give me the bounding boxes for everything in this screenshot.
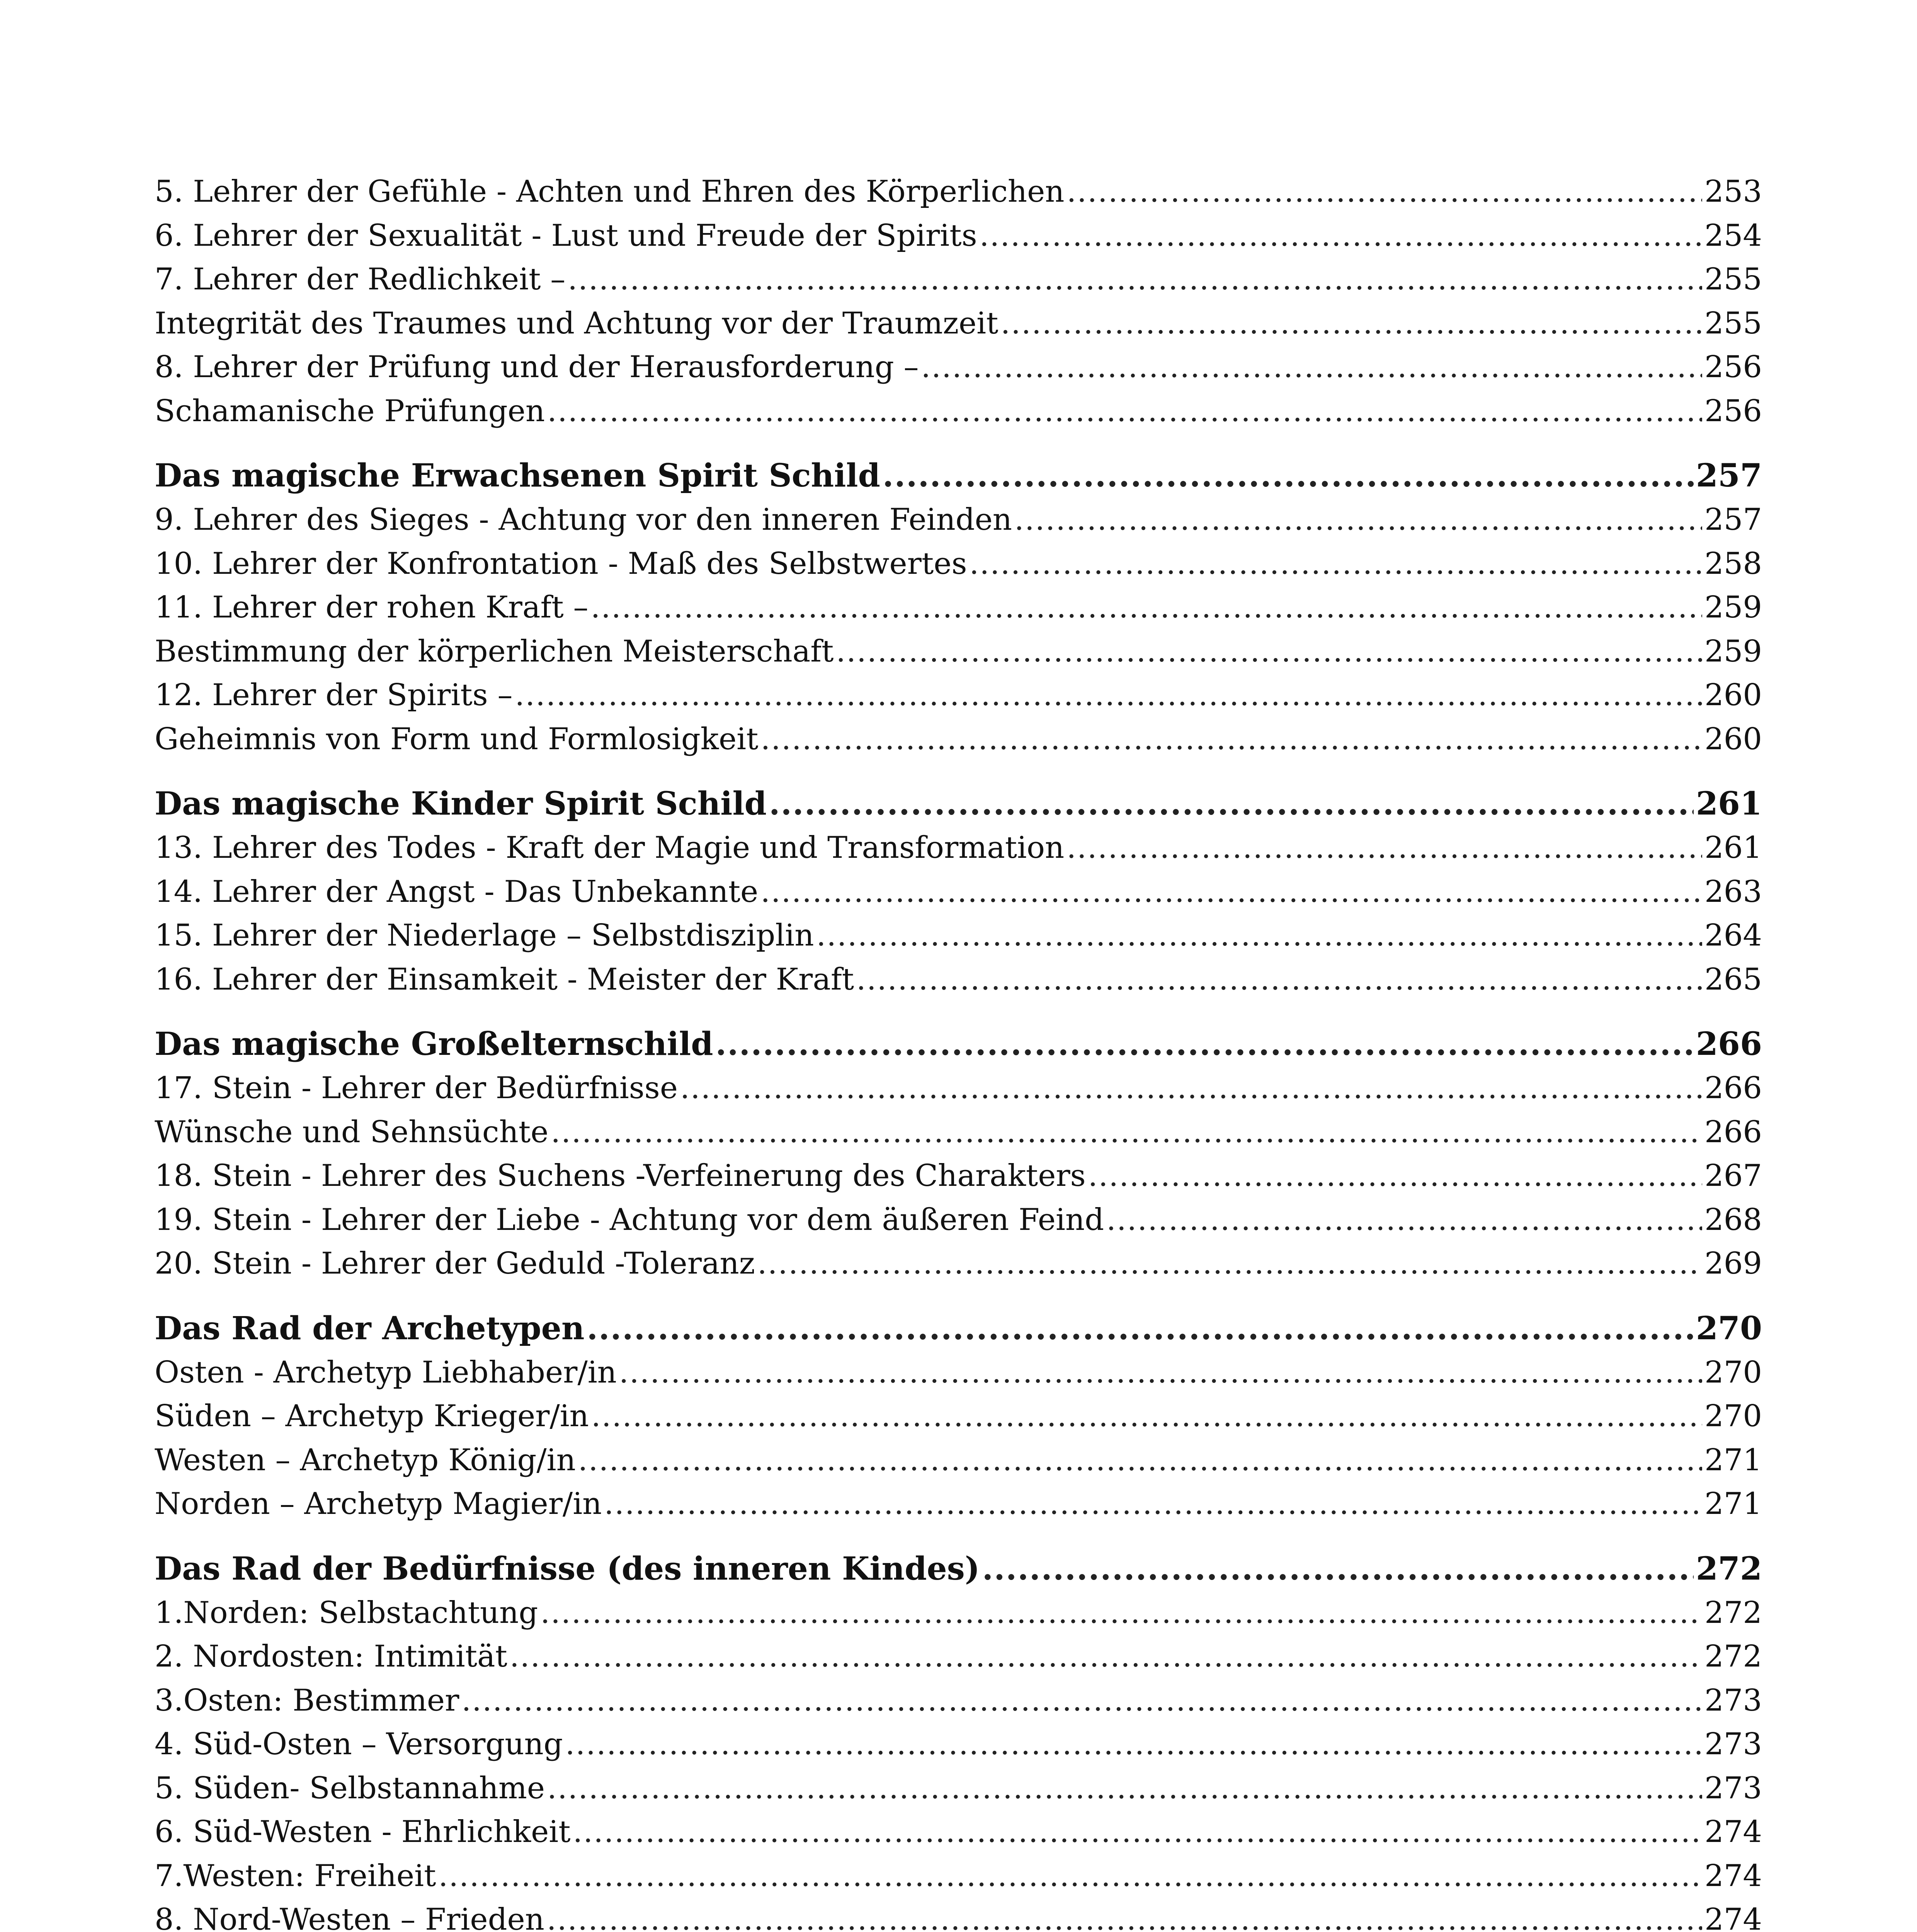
dot-leader bbox=[587, 1306, 1693, 1351]
toc-entry-title: 5. Süden- Selbstannahme bbox=[155, 1770, 545, 1806]
toc-entry-page: 273 bbox=[1704, 1770, 1762, 1806]
toc-entry-page: 273 bbox=[1704, 1683, 1762, 1718]
toc-entry-title: Osten - Archetyp Liebhaber/in bbox=[155, 1355, 617, 1390]
toc-entry-page: 264 bbox=[1704, 918, 1762, 953]
toc-entry-title: 7. Lehrer der Redlichkeit – bbox=[155, 262, 566, 297]
toc-entry-title: 2. Nordosten: Intimität bbox=[155, 1639, 507, 1674]
toc-entry-title: 20. Stein - Lehrer der Geduld -Toleranz bbox=[155, 1246, 755, 1281]
toc-entry-page: 254 bbox=[1704, 218, 1762, 253]
toc-entry bbox=[155, 1723, 1762, 1767]
toc-entry bbox=[155, 1767, 1762, 1811]
toc-entry-page: 263 bbox=[1704, 874, 1762, 909]
toc-entry bbox=[155, 389, 1762, 434]
toc-entry bbox=[155, 1635, 1762, 1679]
toc-entry-page: 267 bbox=[1704, 1158, 1762, 1193]
toc-entry bbox=[155, 1591, 1762, 1635]
toc-entry-title: Bestimmung der körperlichen Meisterschaft bbox=[155, 634, 834, 669]
dot-leader bbox=[1067, 170, 1703, 214]
dot-leader bbox=[510, 1635, 1702, 1679]
toc-entry-title: 4. Süd-Osten – Versorgung bbox=[155, 1727, 563, 1762]
toc-entry bbox=[155, 258, 1762, 302]
toc-entry-page: 261 bbox=[1696, 785, 1762, 822]
toc-entry-title: Integrität des Traumes und Achtung vor der Traumzeit bbox=[155, 306, 998, 341]
toc-entry-page: 266 bbox=[1696, 1026, 1762, 1063]
toc-entry-page: 255 bbox=[1704, 306, 1762, 341]
toc-entry-title: 17. Stein - Lehrer der Bedürfnisse bbox=[155, 1071, 678, 1105]
toc-entry-page: 274 bbox=[1704, 1858, 1762, 1893]
toc-entry bbox=[155, 718, 1762, 762]
toc-entry-page: 260 bbox=[1704, 678, 1762, 713]
toc-entry-title: 16. Lehrer der Einsamkeit - Meister der Kraft bbox=[155, 962, 854, 997]
dot-leader bbox=[565, 1723, 1702, 1767]
toc-entry-title: Das magische Erwachsenen Spirit Schild bbox=[155, 457, 880, 494]
dot-leader bbox=[540, 1591, 1702, 1635]
dot-leader bbox=[547, 1767, 1702, 1811]
toc-entry-page: 266 bbox=[1704, 1114, 1762, 1150]
dot-leader bbox=[604, 1482, 1702, 1526]
toc-entry bbox=[155, 170, 1762, 214]
dot-leader bbox=[769, 781, 1694, 826]
toc-entry bbox=[155, 1482, 1762, 1526]
toc-entry-title: 8. Nord-Westen – Frieden bbox=[155, 1902, 544, 1932]
toc-entry-page: 257 bbox=[1704, 502, 1762, 537]
toc-entry-page: 259 bbox=[1704, 634, 1762, 669]
toc-entry bbox=[155, 214, 1762, 258]
toc-entry-page: 253 bbox=[1704, 174, 1762, 209]
dot-leader bbox=[980, 214, 1702, 258]
toc-entry-title: 5. Lehrer der Gefühle - Achten und Ehren des Körperlichen bbox=[155, 174, 1065, 209]
toc-entry-title: 15. Lehrer der Niederlage – Selbstdisziplin bbox=[155, 918, 814, 953]
toc-entry-title: Westen – Archetyp König/in bbox=[155, 1442, 576, 1478]
toc-entry-page: 269 bbox=[1704, 1246, 1762, 1281]
dot-leader bbox=[883, 453, 1694, 498]
toc-entry bbox=[155, 586, 1762, 630]
toc-entry-title: Das Rad der Archetypen bbox=[155, 1310, 585, 1347]
toc-entry bbox=[155, 1898, 1762, 1932]
dot-leader bbox=[591, 1395, 1702, 1439]
toc-entry-page: 272 bbox=[1704, 1639, 1762, 1674]
toc-entry-title: 9. Lehrer des Sieges - Achtung vor den inneren Feinden bbox=[155, 502, 1012, 537]
toc-section-heading bbox=[155, 1546, 1762, 1591]
dot-leader bbox=[461, 1679, 1702, 1723]
toc-entry-page: 271 bbox=[1704, 1442, 1762, 1478]
toc-section-heading bbox=[155, 453, 1762, 498]
dot-leader bbox=[921, 345, 1702, 389]
dot-leader bbox=[573, 1810, 1703, 1854]
dot-leader bbox=[1000, 302, 1702, 346]
toc-entry bbox=[155, 1810, 1762, 1854]
toc-entry-title: 6. Süd-Westen - Ehrlichkeit bbox=[155, 1815, 571, 1849]
dot-leader bbox=[619, 1351, 1702, 1395]
toc-entry-page: 265 bbox=[1704, 962, 1762, 997]
dot-leader bbox=[438, 1854, 1702, 1898]
toc-entry-page: 255 bbox=[1704, 262, 1762, 297]
table-of-contents bbox=[155, 170, 1762, 1932]
toc-entry bbox=[155, 1351, 1762, 1395]
toc-section-heading bbox=[155, 781, 1762, 826]
toc-entry bbox=[155, 1111, 1762, 1155]
toc-entry-title: Das magische Kinder Spirit Schild bbox=[155, 785, 767, 822]
toc-entry-title: Das magische Großelternschild bbox=[155, 1026, 713, 1063]
toc-section-heading bbox=[155, 1306, 1762, 1351]
dot-leader bbox=[568, 258, 1702, 302]
dot-leader bbox=[1014, 498, 1702, 542]
toc-entry-page: 271 bbox=[1704, 1486, 1762, 1521]
dot-leader bbox=[1106, 1198, 1702, 1242]
dot-leader bbox=[970, 542, 1703, 586]
dot-leader bbox=[680, 1066, 1702, 1111]
toc-entry-page: 274 bbox=[1704, 1815, 1762, 1849]
dot-leader bbox=[716, 1022, 1694, 1066]
toc-entry-title: Schamanische Prüfungen bbox=[155, 393, 545, 429]
toc-entry-page: 257 bbox=[1696, 457, 1762, 494]
toc-entry-page: 274 bbox=[1704, 1902, 1762, 1932]
toc-entry-page: 270 bbox=[1704, 1355, 1762, 1390]
toc-entry bbox=[155, 1198, 1762, 1242]
toc-entry-title: 8. Lehrer der Prüfung und der Herausforderung – bbox=[155, 350, 919, 384]
dot-leader bbox=[856, 958, 1702, 1002]
toc-entry bbox=[155, 1242, 1762, 1286]
toc-entry-page: 270 bbox=[1704, 1399, 1762, 1434]
toc-entry-page: 258 bbox=[1704, 546, 1762, 581]
toc-entry bbox=[155, 914, 1762, 958]
toc-entry bbox=[155, 673, 1762, 718]
toc-entry bbox=[155, 1154, 1762, 1198]
toc-entry-title: 11. Lehrer der rohen Kraft – bbox=[155, 590, 589, 625]
toc-entry-title: Norden – Archetyp Magier/in bbox=[155, 1486, 602, 1521]
toc-entry-page: 270 bbox=[1696, 1310, 1762, 1347]
toc-entry bbox=[155, 630, 1762, 674]
toc-entry-title: 3.Osten: Bestimmer bbox=[155, 1683, 459, 1718]
toc-entry-title: Das Rad der Bedürfnisse (des inneren Kindes) bbox=[155, 1550, 980, 1587]
toc-entry-page: 266 bbox=[1704, 1071, 1762, 1105]
toc-entry-title: 10. Lehrer der Konfrontation - Maß des Selbstwertes bbox=[155, 546, 967, 581]
toc-entry-page: 273 bbox=[1704, 1727, 1762, 1762]
toc-entry-title: Süden – Archetyp Krieger/in bbox=[155, 1399, 589, 1434]
dot-leader bbox=[547, 1898, 1702, 1932]
toc-entry bbox=[155, 1395, 1762, 1439]
dot-leader bbox=[760, 718, 1702, 762]
dot-leader bbox=[515, 673, 1702, 718]
toc-entry-title: 13. Lehrer des Todes - Kraft der Magie und Transformation bbox=[155, 830, 1065, 865]
dot-leader bbox=[760, 870, 1702, 914]
toc-entry-title: 7.Westen: Freiheit bbox=[155, 1858, 436, 1893]
toc-entry bbox=[155, 1439, 1762, 1483]
toc-entry bbox=[155, 826, 1762, 870]
toc-entry-page: 256 bbox=[1704, 350, 1762, 384]
toc-entry-page: 256 bbox=[1704, 393, 1762, 429]
toc-entry-title: 12. Lehrer der Spirits – bbox=[155, 678, 513, 713]
toc-entry bbox=[155, 1066, 1762, 1111]
toc-entry bbox=[155, 1854, 1762, 1898]
toc-section-heading bbox=[155, 1022, 1762, 1066]
toc-entry-title: Geheimnis von Form und Formlosigkeit bbox=[155, 721, 759, 757]
toc-entry-title: 18. Stein - Lehrer des Suchens -Verfeinerung des Charakters bbox=[155, 1158, 1086, 1193]
toc-entry-page: 261 bbox=[1704, 830, 1762, 865]
dot-leader bbox=[1067, 826, 1702, 870]
toc-entry bbox=[155, 1679, 1762, 1723]
toc-entry bbox=[155, 958, 1762, 1002]
toc-entry-title: 14. Lehrer der Angst - Das Unbekannte bbox=[155, 874, 759, 909]
toc-entry bbox=[155, 302, 1762, 346]
toc-entry-page: 268 bbox=[1704, 1202, 1762, 1237]
dot-leader bbox=[982, 1546, 1694, 1591]
dot-leader bbox=[1088, 1154, 1702, 1198]
dot-leader bbox=[551, 1111, 1702, 1155]
dot-leader bbox=[757, 1242, 1702, 1286]
toc-entry bbox=[155, 542, 1762, 586]
toc-entry-page: 260 bbox=[1704, 721, 1762, 757]
toc-entry-title: 6. Lehrer der Sexualität - Lust und Freude der Spirits bbox=[155, 218, 977, 253]
toc-entry-page: 259 bbox=[1704, 590, 1762, 625]
toc-entry bbox=[155, 870, 1762, 914]
dot-leader bbox=[816, 914, 1702, 958]
toc-entry-page: 272 bbox=[1696, 1550, 1762, 1587]
toc-entry bbox=[155, 498, 1762, 542]
toc-entry-title: Wünsche und Sehnsüchte bbox=[155, 1114, 549, 1150]
toc-entry-page: 272 bbox=[1704, 1595, 1762, 1630]
dot-leader bbox=[578, 1439, 1702, 1483]
toc-entry-title: 1.Norden: Selbstachtung bbox=[155, 1595, 538, 1630]
dot-leader bbox=[547, 389, 1702, 434]
dot-leader bbox=[590, 586, 1702, 630]
dot-leader bbox=[836, 630, 1702, 674]
toc-entry-title: 19. Stein - Lehrer der Liebe - Achtung vor dem äußeren Feind bbox=[155, 1202, 1104, 1237]
toc-entry bbox=[155, 345, 1762, 389]
